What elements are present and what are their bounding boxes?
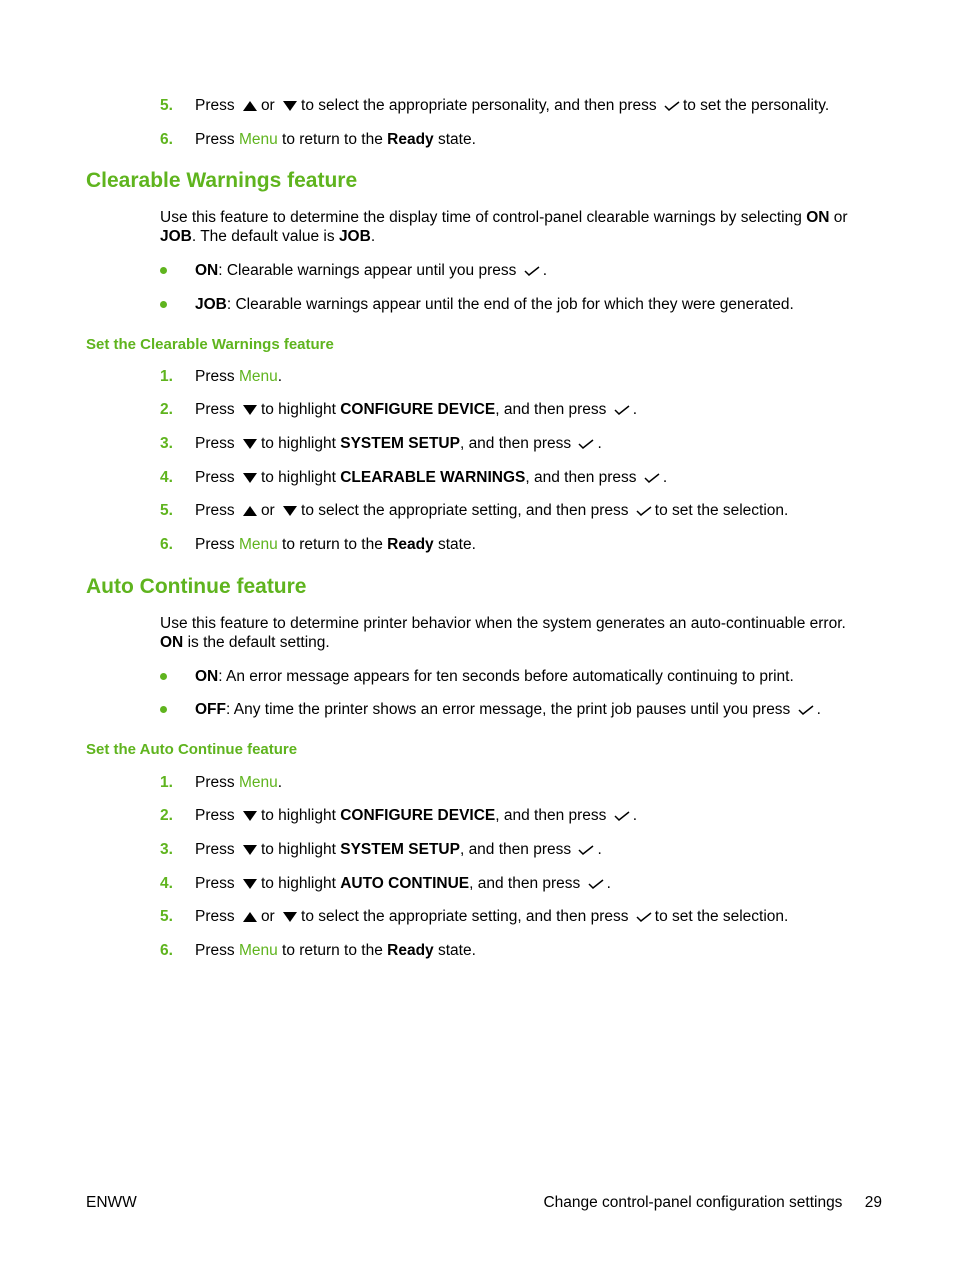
up-arrow-icon — [242, 100, 258, 112]
bullet-key: ON — [195, 262, 219, 279]
footer-chapter-title: Change control-panel configuration settings — [543, 1194, 843, 1211]
step-number: 4. — [160, 875, 173, 892]
on-value: ON — [160, 634, 184, 651]
menu-item-name: SYSTEM SETUP — [340, 435, 460, 452]
menu-link[interactable]: Menu — [238, 131, 278, 148]
step-text: . — [632, 401, 638, 418]
checkmark-icon — [636, 911, 652, 923]
down-arrow-icon — [282, 911, 298, 923]
intro-text: Use this feature to determine the display time of control-panel clearable warnings by selecting — [160, 209, 802, 226]
section-heading-auto-continue: Auto Continue feature — [86, 575, 307, 598]
step-text: , and then press — [525, 469, 637, 486]
footer-left: ENWW — [86, 1194, 137, 1211]
intro-text: Use this feature to determine printer behavior when the system generates an auto-continuable error. — [160, 615, 846, 632]
step-text: . — [277, 774, 283, 791]
bullet-dot — [160, 267, 167, 274]
intro-text: . The default value is — [191, 228, 335, 245]
step-text: to highlight — [260, 807, 336, 824]
step-text: Press — [195, 942, 235, 959]
step-number: 5. — [160, 908, 173, 925]
menu-item-name: SYSTEM SETUP — [340, 841, 460, 858]
step-text: to set the personality. — [682, 97, 830, 114]
bullet-text: . — [816, 701, 821, 718]
step-text: . — [597, 841, 602, 858]
subheading-set-auto-continue: Set the Auto Continue feature — [86, 741, 298, 758]
menu-link[interactable]: Menu — [238, 942, 278, 959]
step-number: 6. — [160, 942, 173, 959]
step-text: Press — [195, 807, 235, 824]
checkmark-icon — [614, 810, 630, 822]
down-arrow-icon — [282, 100, 298, 112]
step-text: or — [260, 908, 275, 925]
down-arrow-icon — [242, 810, 258, 822]
step-text: Press — [195, 841, 235, 858]
checkmark-icon — [636, 505, 652, 517]
menu-item-name: AUTO CONTINUE — [340, 875, 470, 892]
bullet-text: : An error message appears for ten seconds before automatically continuing to print. — [218, 668, 794, 685]
ready-state: Ready — [387, 942, 434, 959]
step-number: 1. — [160, 368, 173, 385]
step-text: to return to the — [282, 942, 383, 959]
up-arrow-icon — [242, 911, 258, 923]
step-text: Press — [195, 469, 235, 486]
step-text: , and then press — [495, 401, 607, 418]
footer-right — [543, 1193, 882, 1213]
step-text: , and then press — [469, 875, 581, 892]
step-text: to select the appropriate setting, and then press — [301, 908, 629, 925]
step-text: . — [606, 875, 611, 892]
step-text: to highlight — [260, 875, 336, 892]
step-text: . — [597, 435, 602, 452]
step-text: state. — [438, 131, 476, 148]
step-text: to set the selection. — [654, 908, 789, 925]
checkmark-icon — [588, 878, 604, 890]
step-text: to highlight — [260, 435, 336, 452]
page-number: 29 — [864, 1194, 882, 1211]
bullet-dot — [160, 673, 167, 680]
default-value: JOB — [338, 228, 371, 245]
menu-link[interactable]: Menu — [238, 536, 278, 553]
menu-item-name: CONFIGURE DEVICE — [340, 807, 496, 824]
subheading-set-clearable-warnings: Set the Clearable Warnings feature — [86, 336, 334, 353]
step-text: Press — [195, 908, 235, 925]
checkmark-icon — [664, 100, 680, 112]
step-number: 2. — [160, 401, 173, 418]
checkmark-icon — [644, 472, 660, 484]
step-text: state. — [438, 536, 476, 553]
checkmark-icon — [798, 704, 814, 716]
down-arrow-icon — [242, 844, 258, 856]
checkmark-icon — [578, 438, 594, 450]
step-text: Press — [195, 97, 235, 114]
bullet-text: : Any time the printer shows an error message, the print job pauses until you press — [226, 701, 791, 718]
bullet-dot — [160, 301, 167, 308]
step-text: Press — [195, 536, 235, 553]
up-arrow-icon — [242, 505, 258, 517]
bullet-text: : Clearable warnings appear until you press — [218, 262, 517, 279]
checkmark-icon — [614, 404, 630, 416]
auto-intro — [160, 614, 880, 652]
step-text: or — [260, 502, 275, 519]
step-number: 6. — [160, 131, 173, 148]
step-text: Press — [195, 502, 235, 519]
step-number: 2. — [160, 807, 173, 824]
step-text: Press — [195, 131, 235, 148]
step-text: to highlight — [260, 469, 336, 486]
step-text: Press — [195, 875, 235, 892]
bullet-key: OFF — [195, 701, 226, 718]
step-text: to highlight — [260, 401, 336, 418]
down-arrow-icon — [242, 472, 258, 484]
checkmark-icon — [578, 844, 594, 856]
step-text: to return to the — [282, 536, 383, 553]
step-text: to highlight — [260, 841, 336, 858]
step-text: to set the selection. — [654, 502, 789, 519]
down-arrow-icon — [242, 404, 258, 416]
step-number: 3. — [160, 435, 173, 452]
menu-link[interactable]: Menu — [238, 368, 278, 385]
step-number: 5. — [160, 97, 173, 114]
step-text: . — [632, 807, 638, 824]
step-text: state. — [438, 942, 476, 959]
intro-text: or — [833, 209, 848, 226]
step-text: , and then press — [459, 435, 572, 452]
step-text: or — [260, 97, 275, 114]
step-number: 1. — [160, 774, 173, 791]
step-number: 4. — [160, 469, 173, 486]
clearable-intro — [160, 208, 880, 246]
menu-link[interactable]: Menu — [238, 774, 278, 791]
step-text: . — [277, 368, 283, 385]
step-number: 5. — [160, 502, 173, 519]
bullet-key: ON — [195, 668, 219, 685]
bullet-key: JOB — [195, 296, 227, 313]
down-arrow-icon — [282, 505, 298, 517]
menu-item-name: CONFIGURE DEVICE — [340, 401, 496, 418]
ready-state: Ready — [387, 131, 434, 148]
section-heading-clearable-warnings: Clearable Warnings feature — [86, 169, 358, 192]
step-text: to select the appropriate setting, and then press — [301, 502, 629, 519]
step-number: 3. — [160, 841, 173, 858]
step-text: to select the appropriate personality, and then press — [301, 97, 657, 114]
bullet-text: : Clearable warnings appear until the end of the job for which they were generated. — [226, 296, 794, 313]
down-arrow-icon — [242, 438, 258, 450]
step-text: , and then press — [495, 807, 607, 824]
step-text: Press — [195, 368, 235, 385]
step-text: Press — [195, 774, 235, 791]
menu-item-name: CLEARABLE WARNINGS — [340, 469, 526, 486]
step-text: to return to the — [282, 131, 383, 148]
step-text: Press — [195, 435, 235, 452]
bullet-text: . — [542, 262, 547, 279]
job-value: JOB — [160, 228, 192, 245]
checkmark-icon — [524, 265, 540, 277]
intro-text: . — [370, 228, 376, 245]
on-value: ON — [806, 209, 830, 226]
intro-text: is the default setting. — [187, 634, 330, 651]
step-text: . — [662, 469, 668, 486]
bullet-dot — [160, 706, 167, 713]
step-text: Press — [195, 401, 235, 418]
ready-state: Ready — [387, 536, 434, 553]
step-text: , and then press — [459, 841, 572, 858]
step-number: 6. — [160, 536, 173, 553]
down-arrow-icon — [242, 878, 258, 890]
